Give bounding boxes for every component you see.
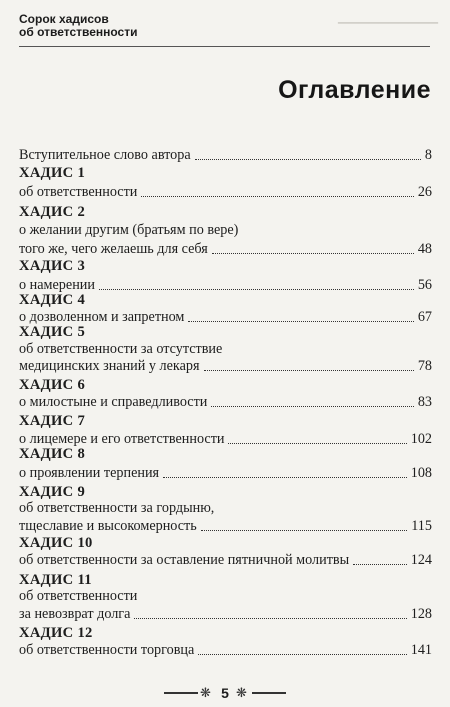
footer-rule-left xyxy=(164,692,198,694)
toc-entry-h9[interactable] xyxy=(19,516,432,535)
toc-entry-page: 67 xyxy=(417,309,432,325)
hadith-heading: ХАДИС 1 xyxy=(19,165,86,181)
header-rule xyxy=(19,46,430,47)
toc-entry-h2[interactable] xyxy=(19,239,432,258)
toc-entry-h10[interactable] xyxy=(19,550,432,569)
toc-entry-page: 124 xyxy=(410,552,432,568)
footer-rule-right xyxy=(252,692,286,694)
leader-dots xyxy=(141,195,413,197)
toc-entry-text: о дозволенном и запретном xyxy=(19,309,185,325)
leader-dots xyxy=(198,653,406,655)
toc-entry-text: за невозврат долга xyxy=(19,606,131,622)
leader-dots xyxy=(211,405,413,407)
ornament-flower-icon: ❋ xyxy=(200,685,211,700)
toc-entry-h6[interactable] xyxy=(19,392,432,411)
hadith-heading: ХАДИС 3 xyxy=(19,258,86,274)
toc-entry-text: о милостыне и справедливости xyxy=(19,394,208,410)
toc-entry-page: 8 xyxy=(424,147,432,163)
toc-entry-page: 56 xyxy=(417,277,432,293)
toc-entry-page: 115 xyxy=(411,518,432,534)
leader-dots xyxy=(353,563,407,565)
leader-dots xyxy=(188,320,413,322)
hadith-heading: ХАДИС 2 xyxy=(19,204,86,220)
running-header xyxy=(19,13,430,39)
toc-entry-h8[interactable] xyxy=(19,463,432,482)
page-footer xyxy=(0,684,450,702)
toc-entry-h1[interactable] xyxy=(19,182,432,201)
ornament-flower-icon: ❋ xyxy=(236,685,247,700)
hadith-heading: ХАДИС 12 xyxy=(19,625,93,641)
toc-entry-page: 78 xyxy=(417,358,432,374)
page-title: Оглавление xyxy=(278,76,431,104)
leader-dots xyxy=(195,158,421,160)
toc-entry-line: о желании другим (братьям по вере) xyxy=(19,222,239,238)
toc-entry-text: об ответственности xyxy=(19,184,138,200)
toc-entry-page: 26 xyxy=(417,184,432,200)
toc-entry-text: о намерении xyxy=(19,277,95,293)
hadith-heading: ХАДИС 9 xyxy=(19,484,86,500)
leader-dots xyxy=(201,529,408,531)
hadith-heading: ХАДИС 10 xyxy=(19,535,93,551)
leader-dots xyxy=(204,369,414,371)
toc-entry-h11[interactable] xyxy=(19,604,432,623)
toc-entry-h12[interactable] xyxy=(19,640,432,659)
toc-entry-page: 48 xyxy=(417,241,432,257)
toc-entry-page: 83 xyxy=(417,394,432,410)
toc-entry-h5[interactable] xyxy=(19,356,432,375)
hadith-heading: ХАДИС 6 xyxy=(19,377,86,393)
bleed-through-decoration: ▔▔▔▔▔▔▔▔▔▔ xyxy=(338,22,438,37)
toc-entry-text: об ответственности торговца xyxy=(19,642,195,658)
toc-entry-line: об ответственности за гордыню, xyxy=(19,500,215,516)
leader-dots xyxy=(212,252,414,254)
hadith-heading: ХАДИС 4 xyxy=(19,292,86,308)
leader-dots xyxy=(163,476,407,478)
leader-dots xyxy=(99,288,414,290)
toc-entry-text: медицинских знаний у лекаря xyxy=(19,358,200,374)
hadith-heading: ХАДИС 5 xyxy=(19,324,86,340)
hadith-heading: ХАДИС 11 xyxy=(19,572,92,588)
leader-dots xyxy=(134,617,406,619)
toc-entry-text: того же, чего желаешь для себя xyxy=(19,241,208,257)
hadith-heading: ХАДИС 8 xyxy=(19,446,86,462)
toc-entry-page: 141 xyxy=(410,642,432,658)
toc-entry-line: об ответственности за отсутствие xyxy=(19,341,223,357)
toc-entry-text: тщеславие и высокомерность xyxy=(19,518,197,534)
toc-entry-text: о лицемере и его ответственности xyxy=(19,431,225,447)
toc-entry-text: Вступительное слово автора xyxy=(19,147,191,163)
toc-entry-page: 108 xyxy=(410,465,432,481)
toc-entry-text: об ответственности за оставление пятничной молитвы xyxy=(19,552,350,568)
toc-entry-text: о проявлении терпения xyxy=(19,465,160,481)
header-title-line2: об ответственности xyxy=(19,25,138,39)
toc-entry-intro[interactable] xyxy=(19,145,432,164)
hadith-heading: ХАДИС 7 xyxy=(19,413,86,429)
toc-entry-page: 128 xyxy=(410,606,432,622)
toc-entry-line: об ответственности xyxy=(19,588,138,604)
page-number: 5 xyxy=(221,685,229,701)
leader-dots xyxy=(228,442,406,444)
toc-entry-page: 102 xyxy=(410,431,432,447)
header-title-line1: Сорок хадисов xyxy=(19,12,109,26)
